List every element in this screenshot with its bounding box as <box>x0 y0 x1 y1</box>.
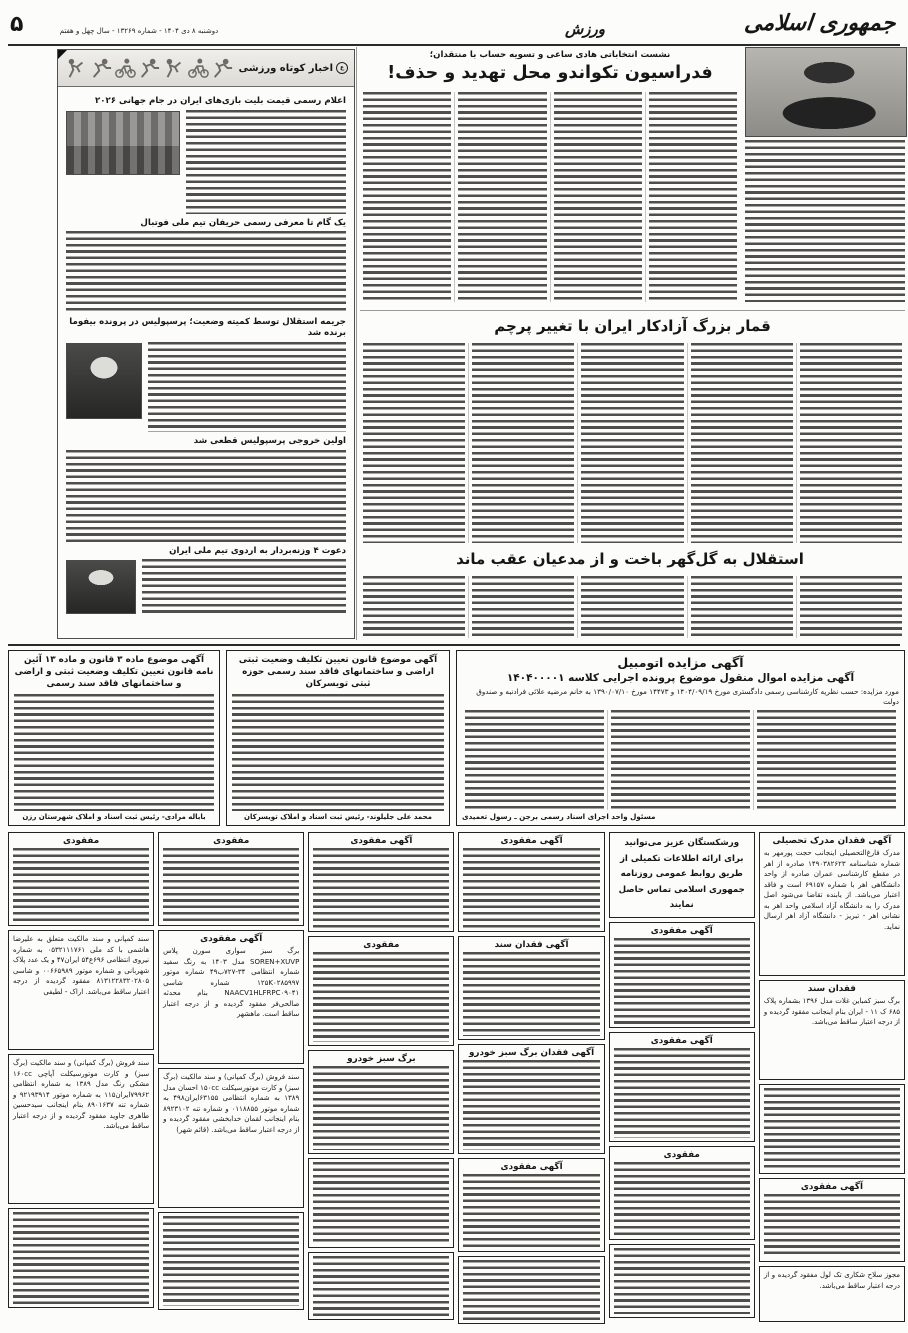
body-text-column <box>577 576 686 638</box>
classifieds-column <box>759 832 905 1326</box>
third-article-headline: استقلال به گل‌گهر باخت و از مدعیان عقب ماند <box>456 550 804 568</box>
classified-ad <box>609 1146 755 1240</box>
classified-ad-body-sim <box>463 1260 599 1320</box>
classified-ad-body-sim <box>313 952 449 1042</box>
classifieds-column <box>458 832 604 1326</box>
short-news-headline: دعوت ۴ وزنه‌بردار به اردوی تیم ملی ایران <box>169 545 346 556</box>
classified-ad-body-sim <box>614 1048 750 1138</box>
classified-ad <box>308 936 454 1046</box>
classified-ad <box>609 922 755 1028</box>
classified-ad-body-sim <box>163 1216 299 1306</box>
short-news-title-text: اخبار کوتاه ورزشی <box>238 62 333 74</box>
classified-ad <box>458 832 604 932</box>
classified-ad <box>759 980 905 1080</box>
short-news-title <box>239 62 348 74</box>
short-news-headline: جریمه استقلال توسط کمیته وضعیت؛ پرسپولیس در پرونده بیفوما برنده شد <box>69 317 346 339</box>
classified-ad <box>609 1244 755 1318</box>
classified-ad-body: سند کمپانی و سند مالکیت متعلق به علیرضا هاشمی با کد ملی ۰۵۳۲۱۱۱۷۶۱ به شماره نیروی انتظامی ۶۹۶ع۵۴ ایران۴۷ و یک عدد پلاک شهربانی و شماره موتور ۰۰۶۶۵۹۸۹ و شاسی ۸۱۳۱۲۲۸۳۲۰۲۸۰۵ مفقود گردیده از درجه اعتبار ساقط می‌باشد. اراک - لطیفی <box>12 935 150 996</box>
short-news-item <box>66 218 346 314</box>
column-divider <box>356 47 357 640</box>
classifieds-column <box>8 832 154 1326</box>
classified-ad <box>759 1266 905 1322</box>
short-news-item <box>66 317 346 431</box>
runner-icon <box>138 56 160 80</box>
short-news-box <box>57 49 355 639</box>
body-text <box>186 110 346 214</box>
body-text-column <box>468 576 577 638</box>
body-text <box>142 559 346 613</box>
classified-ad <box>8 1208 154 1308</box>
classified-ad-body: ورشکستگان عزیز می‌توانید برای ارائه اطلاعات تکمیلی از طریق روابط عمومی روزنامه جمهوری اسلامی تماس حاصل نمایند <box>618 838 745 911</box>
fold-mark <box>58 50 67 59</box>
classified-ad-title: مفقودی <box>363 940 400 950</box>
body-text-column <box>645 92 740 302</box>
main-article-headline: فدراسیون تکواندو محل تهدید و حذف! <box>387 63 713 83</box>
classified-ad <box>458 1158 604 1252</box>
classified-ad <box>158 1212 304 1310</box>
classified-ad-body-sim <box>614 1162 750 1236</box>
classified-ad-body: سند فروش (برگ کمپانی) و سند مالکیت (برگ سبز) و کارت موتورسیکلت آپاچی ۱۶۰cc مشکی رنگ مدل ۱۳۸۹ به شماره انتظامی ۷۹۹۶۲ایران۱۱۵ به شماره موتور ۹۲۱۹۳۹۱۴ و شماره تنه ۸۹۰۱۶۳۷ بنام اینجانب سیدحسین طاهری جاوید مفقود گردیده و از درجه اعتبار ساقط می‌باشد. <box>12 1059 150 1130</box>
short-news-logo-icon: ع <box>336 62 348 74</box>
body-text-column <box>796 576 905 638</box>
legal-notice-box <box>8 650 220 826</box>
short-news-item <box>66 546 346 617</box>
body-text <box>66 450 346 542</box>
classified-ad-title: مفقودی <box>62 836 100 846</box>
body-text-column <box>607 710 753 810</box>
legal-notice-title: آگهی موضوع قانون تعیین تکلیف وضعیت ثبتی اراضی و ساختمانهای فاقد سند رسمی حوزه ثبتی تویسرکان <box>238 655 438 689</box>
article-divider <box>360 310 905 311</box>
classified-ad-body-sim <box>163 848 299 922</box>
auction-notice-box <box>456 650 905 826</box>
classified-ad <box>158 930 304 1064</box>
classified-ad-body: مجوز سلاح شکاری تک لول مفقود گردیده و از درجه اعتبار ساقط می‌باشد. <box>763 1271 900 1290</box>
auction-body <box>462 710 899 810</box>
classified-ad-body-sim <box>463 1174 599 1248</box>
body-text-column <box>687 343 796 543</box>
short-news-item <box>66 96 346 214</box>
second-article-body <box>360 343 905 543</box>
classified-ad-title: آگهی فقدان برگ سبز خودرو <box>468 1048 595 1058</box>
classified-ad-body-sim <box>313 1066 449 1150</box>
classified-ad <box>609 1032 755 1142</box>
classified-ad-body-sim <box>764 1194 900 1258</box>
classified-ad-title: آگهی مفقودی <box>500 836 563 846</box>
main-article-photo <box>745 47 907 137</box>
dateline: دوشنبه ۸ دی ۱۴۰۴ - شماره ۱۳۲۶۹ - سال چهل و هفتم <box>59 27 219 35</box>
classified-ad-body-sim <box>313 848 449 928</box>
body-text-column <box>550 92 645 302</box>
classified-ad <box>158 832 304 926</box>
body-text-column <box>360 576 468 638</box>
body-text-column <box>462 710 607 810</box>
body-text <box>14 694 214 811</box>
body-text-column <box>577 343 686 543</box>
classified-ad-title: مفقودی <box>213 836 250 846</box>
classified-ad-body-sim <box>13 1212 149 1304</box>
tennis-player-icon <box>65 56 87 80</box>
classified-ad <box>759 1084 905 1174</box>
news-photo <box>66 560 136 614</box>
main-article-body <box>360 92 740 302</box>
auction-lead: مورد مزایده: حسب نظریه کارشناسی رسمی دادگستری مورخ ۱۴۰۴/۰۹/۱۹ و ۱۴۴۷۳ مورخ ۱۳۹۰/۰۷/۱۰ به خانم مرضیه علائی فرادنبه و صندوق دولت <box>476 687 899 707</box>
classified-ad <box>158 1068 304 1208</box>
classified-ad-title: مفقودی <box>663 1150 700 1160</box>
classified-ad <box>8 832 154 926</box>
cyclist-icon <box>187 56 209 80</box>
auction-subtitle: آگهی مزایده اموال منقول موضوع پرونده اجرایی کلاسه ۱۴۰۴۰۰۰۰۱ <box>506 672 855 684</box>
classifieds-column <box>158 832 304 1326</box>
body-text-column <box>753 710 899 810</box>
tennis-player-icon <box>163 56 185 80</box>
legal-notice-signature: باباله مرادی- رئیس ثبت اسناد و املاک شهرستان رزن <box>22 813 206 821</box>
classified-ad-title: آگهی مفقودی <box>800 1182 863 1192</box>
classified-ad-body: مدرک فارغ‌التحصیلی اینجانب حجت پورمهر به شماره شناسنامه ۱۴۹۰۳۸۲۶۲۳ صادره از اهر در مقطع کارشناسی عمران صادره از واحد دانشگاهی اهر با شماره ۶۹۱۵۷ است و فاقد اعتبار می‌باشد. از یابنده تقاضا می‌شود اصل مدرک را به دانشگاه آزاد اسلامی واحد اهر به نشانی اهر - تبریز - دانشگاه آزاد اهر ارسال نماید. <box>763 849 900 931</box>
classified-ad-body-sim <box>463 952 599 1036</box>
body-text <box>148 342 346 432</box>
sports-pictograms <box>64 56 235 80</box>
classified-ad-body-sim <box>463 1060 599 1150</box>
classified-ad-title: آگهی فقدان مدرک تحصیلی <box>772 836 892 846</box>
classified-ad-body-sim <box>614 1248 750 1314</box>
classified-ad <box>8 930 154 1050</box>
classified-ad-title: آگهی مفقودی <box>650 926 713 936</box>
body-text <box>232 694 444 811</box>
classifieds-column <box>609 832 755 1326</box>
classified-ad-body-sim <box>463 848 599 928</box>
cyclist-icon <box>114 56 136 80</box>
classified-ad-title: برگ سبز خودرو <box>347 1054 416 1064</box>
auction-title: آگهی مزایده اتومبیل <box>617 655 744 670</box>
classified-ad-title: آگهی فقدان سند <box>494 940 569 950</box>
classified-ad <box>308 1050 454 1154</box>
classified-ad-title: فقدان سند <box>807 984 856 994</box>
classified-ad-title: آگهی مفقودی <box>650 1036 713 1046</box>
runner-icon <box>90 56 112 80</box>
masthead-title: جمهوری اسلامی <box>743 10 897 36</box>
third-article-body <box>360 576 905 638</box>
classified-ad-body: برگ سبز سواری سورن پلاس SOREN+XUVP مدل ۱۴۰۳ به رنگ سفید شماره انتظامی ۳۴-۷۲۷ب۴۹ شماره موتور ۱۲۵K۰۲۸۵۹۹۷ شماره شاسی NAACV1HLFRPC۰۹۰۴۱ بنام محدثه صالحی‌فر مفقود گردیده و از درجه اعتبار ساقط است. ماهشهر <box>163 947 300 1018</box>
body-text-column <box>796 343 905 543</box>
classified-ad <box>609 832 755 918</box>
header-rule <box>8 44 900 46</box>
classified-ad <box>308 1252 454 1320</box>
classified-ad-body-sim <box>13 848 149 922</box>
classified-ad-title: آگهی مفقودی <box>350 836 413 846</box>
section-title: ورزش <box>564 20 606 38</box>
classified-ad-body-sim <box>313 1162 449 1244</box>
classified-ad-body: برگ سبز کمباین غلات مدل ۱۳۹۶ بشماره پلاک ۶۸۵ ک ۱۱ - ایران بنام اینجانب مفقود گردیده و از درجه اعتبار ساقط می‌باشد. <box>763 997 901 1026</box>
body-text-column <box>468 343 577 543</box>
classified-ad <box>759 1178 905 1262</box>
short-news-headline: اعلام رسمی قیمت بلیت بازی‌های ایران در جام جهانی ۲۰۲۶ <box>95 96 346 106</box>
classifieds-grid <box>8 832 905 1326</box>
short-news-headline: یک گام تا معرفی رسمی حریفان تیم ملی فوتبال <box>140 217 346 228</box>
classified-ad-body-sim <box>313 1256 449 1316</box>
classified-ad <box>458 1256 604 1324</box>
main-article-body-side <box>745 140 905 302</box>
classified-ad <box>308 1158 454 1248</box>
classified-ad <box>458 936 604 1040</box>
classified-ad <box>308 832 454 932</box>
body-text-column <box>360 92 454 302</box>
classified-ad <box>759 832 905 976</box>
legal-notice-box <box>226 650 450 826</box>
classified-ad <box>458 1044 604 1154</box>
classified-ad-body-sim <box>614 938 750 1024</box>
body-text <box>66 231 346 313</box>
short-news-headline: اولین خروجی پرسپولیس قطعی شد <box>193 435 346 446</box>
news-photo <box>66 343 142 419</box>
body-text-column <box>454 92 549 302</box>
runner-icon <box>211 56 233 80</box>
body-text-column <box>360 343 468 543</box>
classified-ad-body: سند فروش (برگ کمپانی) و سند مالکیت (برگ سبز) و کارت موتورسیکلت ۱۵۰cc احسان مدل ۱۳۸۹ به شماره انتظامی ۶۳۱۵۵ایران۴۹۸ به شماره موتور ۰۱۱۸۸۵۵ و شماره تنه ۸۹۲۳۱۰۲ بنام اینجانب لقمان خدابخشی مفقود گردیده و از درجه اعتبار ساقط می‌باشد. (قائم شهر) <box>163 1073 300 1134</box>
classifieds-column <box>308 832 454 1326</box>
classified-ad <box>8 1054 154 1204</box>
short-news-header-strip <box>58 50 354 87</box>
main-article-kicker: نشست انتخاباتی هادی ساعی و تسویه حساب با منتقدان؛ <box>429 50 671 60</box>
news-photo <box>66 111 180 175</box>
auction-signature: مسئول واحد اجرای اسناد رسمی برجن ـ رسول تعمیدی <box>462 812 656 821</box>
classified-ad-body-sim <box>764 1088 900 1170</box>
classifieds-divider <box>8 644 900 646</box>
classified-ad-title: آگهی مفقودی <box>500 1162 563 1172</box>
legal-notice-title: آگهی موضوع ماده ۳ قانون و ماده ۱۳ آئین نامه قانون تعیین تکلیف وضعیت ثبتی و اراضی و ساختمانهای فاقد سند رسمی <box>14 655 214 689</box>
body-text-column <box>687 576 796 638</box>
page-number: ۵ <box>10 12 24 37</box>
second-article-headline: قمار بزرگ آزادکار ایران با تغییر پرچم <box>494 317 771 335</box>
classified-ad-title: آگهی مفقودی <box>200 934 263 944</box>
legal-notice-signature: محمد علی جلیلوند- رئیس ثبت اسناد و املاک تویسرکان <box>244 813 432 821</box>
short-news-item <box>66 436 346 542</box>
